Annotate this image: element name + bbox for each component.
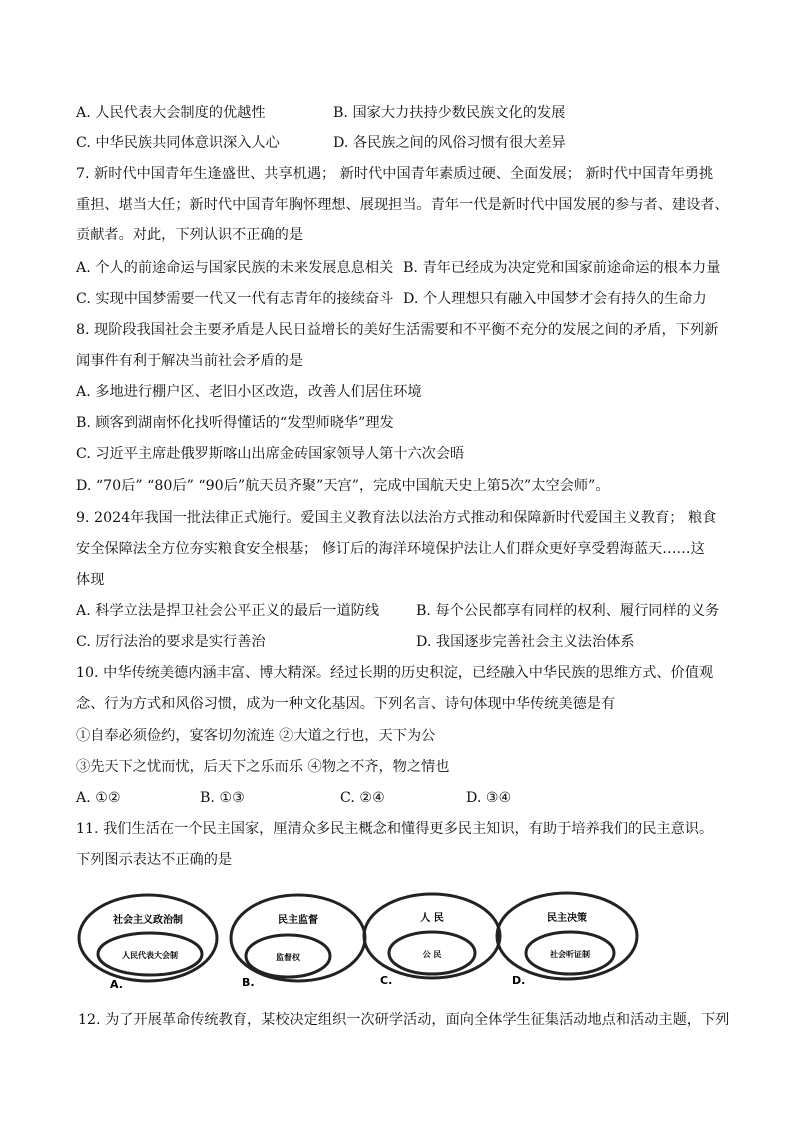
q9-stem-line-2: 安全保障法全方位夯实粮食安全根基； 修订后的海洋环境保护法让人们群众更好享受碧海蓝天……这 bbox=[76, 541, 705, 557]
q9-option-c: C. 厉行法治的要求是实行善治 bbox=[76, 634, 266, 650]
q6-option-c: C. 中华民族共同体意识深入人心 bbox=[76, 135, 280, 151]
q8-stem-line-1: 8. 现阶段我国社会主要矛盾是人民日益增长的美好生活需要和不平衡不充分的发展之间的矛盾，下列新 bbox=[76, 322, 719, 338]
q11-ellipse-diagrams bbox=[70, 888, 730, 998]
q8-option-b: B. 顾客到湖南怀化找听得懂话的“发型师晓华”理发 bbox=[76, 415, 394, 431]
q6-option-b: B. 国家大力扶持少数民族文化的发展 bbox=[333, 105, 566, 121]
q11-a-inner-label: 人民代表大会制 bbox=[122, 951, 178, 960]
q8-option-c: C. 习近平主席赴俄罗斯喀山出席金砖国家领导人第十六次会晤 bbox=[76, 446, 465, 462]
q8-option-d: D. “70后” “80后” “90后”航天员齐聚”天宫”，完成中国航天史上第5次”太空会师”。 bbox=[76, 478, 610, 494]
q11-diagram-svg bbox=[70, 888, 730, 998]
q7-option-b: B. 青年已经成为决定党和国家前途命运的根本力量 bbox=[403, 260, 721, 276]
q9-option-a: A. 科学立法是捍卫社会公平正义的最后一道防线 bbox=[76, 603, 380, 619]
q11-diagram-c bbox=[364, 894, 500, 987]
q7-stem-line-2: 重担、堪当大任；新时代中国青年胸怀理想、展现担当。青年一代是新时代中国发展的参与者、建设者、 bbox=[76, 197, 729, 213]
q11-c-outer-ellipse bbox=[364, 894, 500, 978]
q7-option-d: D. 个人理想只有融入中国梦才会有持久的生命力 bbox=[403, 291, 707, 307]
q10-option-d: D. ③④ bbox=[466, 790, 512, 806]
q10-stem-line-2: 念、行为方式和风俗习惯，成为一种文化基因。下列名言、诗句体现中华传统美德是有 bbox=[76, 696, 616, 712]
q7-stem-line-1: 7. 新时代中国青年生逢盛世、共享机遇； 新时代中国青年素质过硬、全面发展； 新时代中国青年勇挑 bbox=[76, 166, 714, 182]
q11-c-option-label: C. bbox=[380, 974, 393, 987]
q9-option-b: B. 每个公民都享有同样的权利、履行同样的义务 bbox=[416, 603, 720, 619]
q11-b-inner-label: 监督权 bbox=[276, 953, 300, 962]
q11-b-outer-label: 民主监督 bbox=[278, 915, 318, 926]
q11-b-option-label: B. bbox=[242, 976, 255, 989]
q11-a-outer-label: 社会主义政治制 bbox=[113, 915, 183, 926]
q11-d-outer-ellipse bbox=[497, 893, 637, 979]
q10-option-a: A. ①② bbox=[76, 790, 121, 806]
q11-d-inner-label: 社会听证制 bbox=[550, 950, 590, 959]
q8-stem-line-2: 闻事件有利于解决当前社会矛盾的是 bbox=[76, 353, 304, 369]
q11-c-inner-label: 公 民 bbox=[422, 950, 442, 959]
q10-stem-line-1: 10. 中华传统美德内涵丰富、博大精深。经过长期的历史积淀，已经融入中华民族的思维方式、价值观 bbox=[76, 665, 714, 681]
q10-option-b: B. ①③ bbox=[200, 790, 245, 806]
q8-option-a: A. 多地进行棚户区、老旧小区改造，改善人们居住环境 bbox=[76, 384, 422, 400]
q7-option-a: A. 个人的前途命运与国家民族的未来发展息息相关 bbox=[76, 260, 394, 276]
q11-stem-line-1: 11. 我们生活在一个民主国家，厘清众多民主概念和懂得更多民主知识，有助于培养我们的民主意识。 bbox=[76, 821, 714, 837]
q10-item-line-1: ①自奉必须俭约，宴客切勿流连 ②大道之行也，天下为公 bbox=[76, 728, 436, 744]
q11-a-outer-ellipse bbox=[79, 895, 217, 981]
q11-d-option-label: D. bbox=[512, 974, 526, 987]
q11-stem-line-2: 下列图示表达不正确的是 bbox=[76, 852, 233, 868]
q6-option-a: A. 人民代表大会制度的优越性 bbox=[76, 105, 266, 121]
q11-a-option-label: A. bbox=[110, 978, 123, 991]
q11-c-outer-label: 人 民 bbox=[420, 913, 444, 924]
q11-diagram-d bbox=[497, 893, 637, 987]
q7-stem-line-3: 贡献者。对此，下列认识不正确的是 bbox=[76, 227, 304, 243]
q10-item-line-2: ③先天下之忧而忧，后天下之乐而乐 ④物之不齐，物之情也 bbox=[76, 759, 450, 775]
q11-diagram-b bbox=[231, 895, 365, 989]
q9-option-d: D. 我国逐步完善社会主义法治体系 bbox=[416, 634, 635, 650]
q9-stem-line-1: 9. 2024年我国一批法律正式施行。爱国主义教育法以法治方式推动和保障新时代爱国主义教育； 粮食 bbox=[76, 510, 717, 526]
q9-stem-line-3: 体现 bbox=[76, 572, 105, 588]
q10-option-c: C. ②④ bbox=[340, 790, 385, 806]
q7-option-c: C. 实现中国梦需要一代又一代有志青年的接续奋斗 bbox=[76, 291, 394, 307]
q12-stem-line-1: 12. 为了开展革命传统教育，某校决定组织一次研学活动，面向全体学生征集活动地点和活动主题，下列 bbox=[78, 1012, 730, 1028]
q11-d-outer-label: 民主决策 bbox=[547, 913, 587, 924]
q11-diagram-a bbox=[79, 895, 217, 991]
q6-option-d: D. 各民族之间的风俗习惯有很大差异 bbox=[333, 135, 566, 151]
